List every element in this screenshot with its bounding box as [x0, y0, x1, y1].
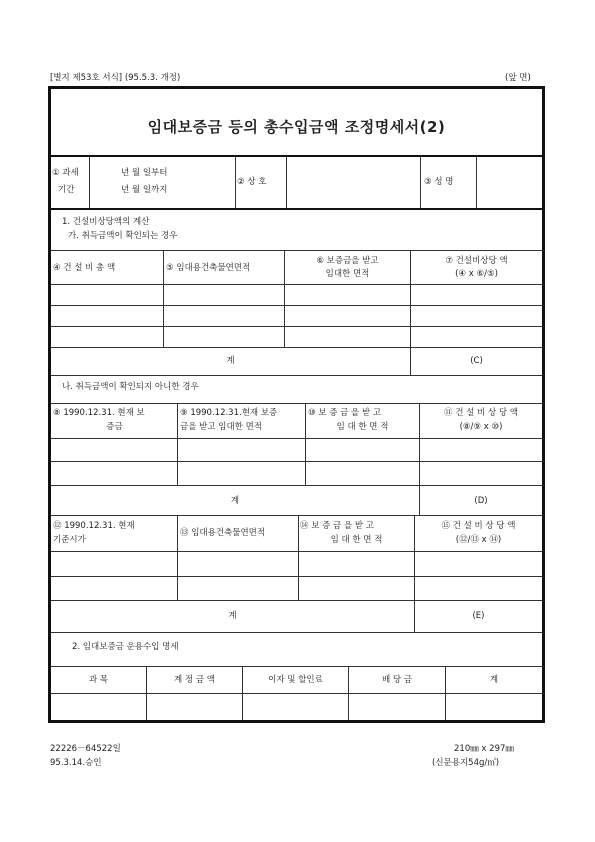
- name-label: ③ 성 명: [424, 177, 454, 187]
- section-heading: 1. 건설비상당액의 계산: [62, 217, 150, 227]
- total-ref: (E): [472, 611, 485, 621]
- section-heading: 2. 임대보증금 운용수입 명세: [72, 642, 179, 652]
- column-header: ⑭ 보 증 금 을 받 고: [300, 521, 374, 531]
- page-title: 임대보증금 등의 총수입금액 조정명세서(2): [147, 118, 446, 136]
- column-header: ⑦ 건설비상당 액: [445, 256, 508, 266]
- period-label: 기간: [58, 185, 75, 195]
- column-header: ⑪ 건 설 비 상 당 액: [444, 408, 518, 418]
- column-header: (⑫/⑬ x ⑭): [455, 535, 502, 545]
- column-header: 임 대 한 면 적: [330, 535, 383, 545]
- column-header: 기준시가: [53, 535, 86, 545]
- column-header: ⑫ 1990.12.31. 현재: [53, 521, 135, 531]
- column-header: ⑤ 임대용건축물연면적: [166, 263, 251, 273]
- approval-number: 22226－64522일: [50, 744, 121, 754]
- column-header: 증금: [106, 422, 123, 432]
- period-from[interactable]: 년 월 일부터: [121, 168, 168, 178]
- column-header: 배 당 금: [381, 675, 413, 685]
- column-header: ⑬ 임대용건축물연면적: [180, 528, 266, 538]
- total-label: 계: [226, 356, 235, 366]
- column-header: 계: [489, 675, 499, 685]
- subsection-heading: 나. 취득금액이 확인되지 아니한 경우: [62, 382, 199, 392]
- approval-date: 95.3.14.승인: [50, 758, 102, 768]
- column-header: ⑮ 건 설 비 상 당 액: [441, 521, 516, 531]
- subsection-heading: 가. 취득금액이 확인되는 경우: [68, 231, 178, 241]
- column-header: 계 정 금 액: [174, 675, 215, 685]
- column-header: (④ x ⑥/⑤): [455, 269, 498, 279]
- column-header: 과 목: [88, 675, 109, 685]
- period-to[interactable]: 년 월 일까지: [121, 185, 168, 195]
- column-header: (⑧/⑨ x ⑩): [459, 422, 503, 432]
- column-header: ⑩ 보 증 금 을 받 고: [308, 408, 382, 418]
- column-header: ⑨ 1990.12.31.현재 보증: [180, 408, 278, 418]
- company-label: ② 상 호: [237, 177, 267, 187]
- column-header: 임 대 한 면 적: [336, 422, 389, 432]
- column-header: ⑧ 1990.12.31. 현재 보: [53, 408, 145, 418]
- divider: [51, 155, 542, 157]
- divider: [51, 208, 542, 210]
- paper-size: 210㎜ x 297㎜: [454, 744, 514, 754]
- total-label: 계: [230, 496, 240, 506]
- paper-type: (신문용지54g/㎡): [432, 758, 500, 768]
- column-header: 금을 받고 임대한 면적: [180, 422, 263, 432]
- column-header: ④ 건 설 비 총 액: [53, 263, 116, 273]
- page-side: (앞 면): [505, 73, 531, 83]
- column-header: ⑥ 보증금을 받고: [316, 256, 379, 266]
- total-label: 계: [228, 611, 237, 621]
- column-header: 이자 및 할인료: [268, 675, 323, 685]
- form-number: [별지 제53호 서식] (95.5.3. 개정): [50, 73, 181, 83]
- total-ref: (D): [474, 496, 488, 506]
- form-frame: [48, 86, 545, 723]
- period-label: ① 과세: [52, 168, 79, 178]
- column-header: 임대한 면적: [325, 269, 370, 279]
- total-ref: (C): [470, 356, 483, 366]
